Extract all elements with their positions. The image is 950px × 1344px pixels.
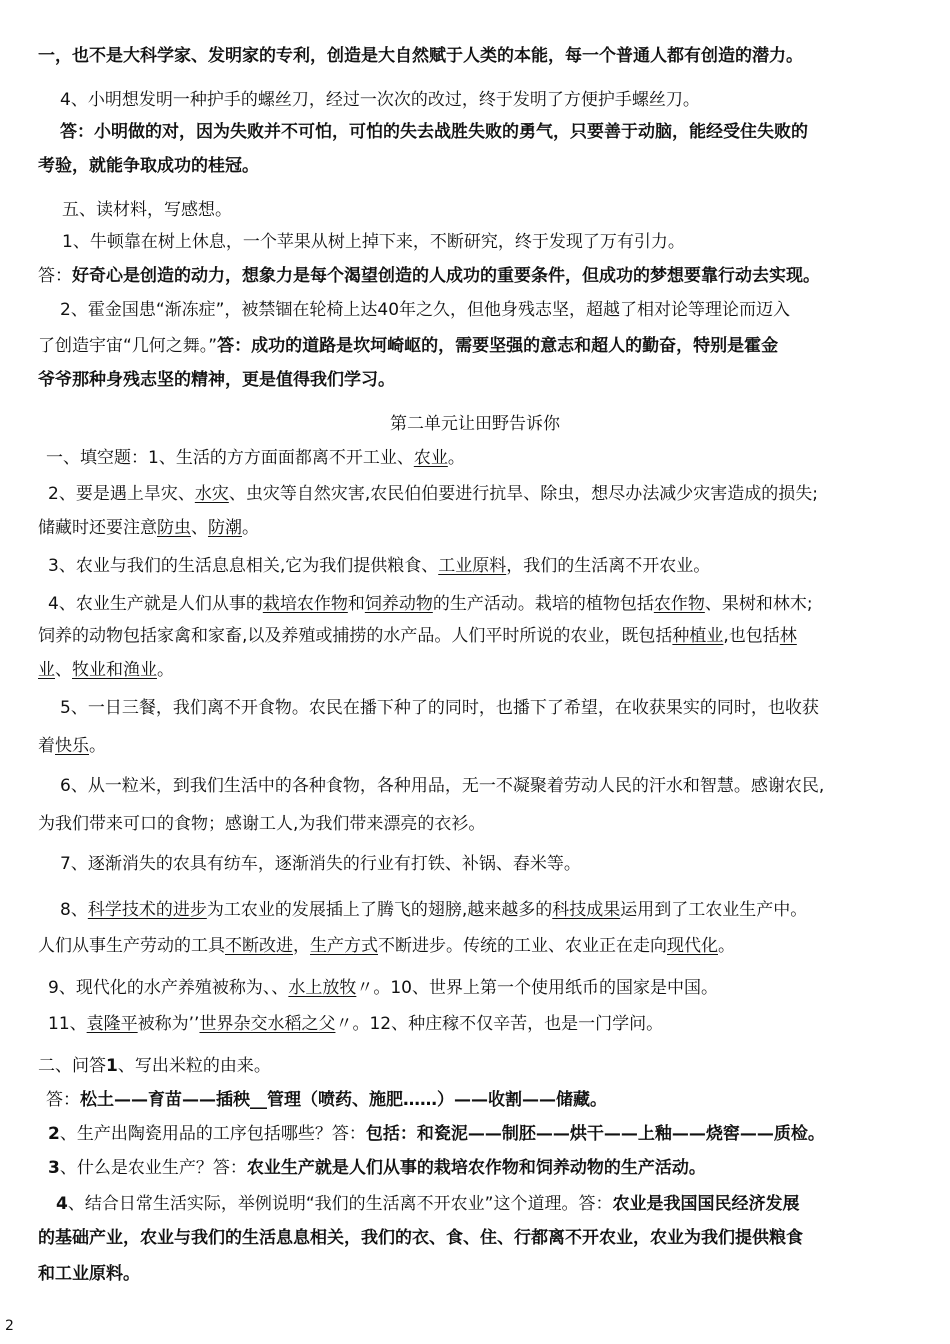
fill-4-line3: [38, 658, 174, 682]
text: ,也包括: [723, 626, 780, 646]
text: 7、逐渐消失的农具有纺车，逐渐消失的行业有打铁、补锅、舂米等。: [60, 854, 581, 874]
question-4: [60, 88, 700, 112]
qa-2: [48, 1122, 825, 1146]
fill-4-line1: [48, 592, 813, 616]
text: 、: [55, 660, 72, 680]
number: 1: [106, 1056, 118, 1076]
number: 3: [48, 1158, 60, 1178]
text: 。: [157, 660, 174, 680]
answer-prefix: 答：: [38, 266, 72, 286]
fill-1: [46, 446, 465, 470]
blank-answer: 快乐: [55, 736, 89, 756]
fill-2-line2: [38, 516, 259, 540]
text: 不断进步。传统的工业、农业正在走向: [378, 936, 667, 956]
fill-5-line2: [38, 734, 106, 758]
text: ，: [293, 936, 310, 956]
answer-4-line2: [38, 154, 259, 178]
text: 为工农业的发展插上了腾飞的翅膀,越来越多的: [206, 900, 553, 920]
text: 储藏时还要注意: [38, 518, 157, 538]
blank-answer: 防虫: [157, 518, 191, 538]
unit-title-text: 第二单元让田野告诉你: [390, 414, 560, 434]
blank-answer: 科学技术的进步: [87, 900, 207, 920]
text: 、: [191, 518, 208, 538]
question-text: 、结合日常生活实际，举例说明“我们的生活离不开农业”这个道理。答：: [67, 1194, 613, 1214]
text: 一、填空题：1、生活的方方面面都离不开工业、: [46, 448, 414, 468]
text: 的生产活动。栽培的植物包括: [432, 594, 654, 614]
text: 饲养的动物包括家禽和家畜,以及养殖或捕捞的水产品。人们平时所说的农业，既包括: [38, 626, 673, 646]
answer-2-line2: [38, 368, 395, 392]
answer-text: 松土——育苗——插秧__管理（喷药、施肥……）——收割——储藏。: [80, 1090, 607, 1110]
fill-3: [48, 554, 710, 578]
number: 2: [48, 1124, 60, 1144]
qa-answer-1: [46, 1088, 607, 1112]
answer-text: 答：成功的道路是坎坷崎岖的，需要坚强的意志和超人的勤奋，特别是霍金: [217, 336, 779, 356]
text-line: [38, 44, 803, 68]
text: 5、一日三餐，我们离不开食物。农民在播下种了的同时，也播下了希望，在收获果实的同时，也收获: [60, 698, 819, 718]
answer-text: 农业是我国国民经济发展: [612, 1194, 800, 1214]
question-2-line2: [38, 334, 778, 358]
heading-text: 五、读材料，写感想。: [62, 200, 232, 220]
blank-answer: 水上放牧: [288, 978, 357, 998]
fill-8-line1: [60, 898, 807, 922]
blank-answer: 生产方式: [310, 936, 378, 956]
qa-3: [48, 1156, 706, 1180]
sentence: 1、牛顿靠在树上休息，一个苹果从树上掉下来，不断研究，终于发现了万有引力。: [62, 232, 685, 252]
blank-answer: 农业: [413, 448, 448, 468]
text: 着: [38, 736, 55, 756]
blank-answer: 现代化: [667, 936, 718, 956]
section-heading: [62, 198, 232, 222]
text: 9、现代化的水产养殖被称为、、: [48, 978, 289, 998]
sentence: 了创造宇宙“几何之舞。”: [38, 336, 218, 356]
text: ，我们的生活离不开农业。: [506, 556, 711, 576]
text: 〃。12、种庄稼不仅辛苦，也是一门学问。: [335, 1014, 664, 1034]
answer-1: [38, 264, 820, 288]
fill-4-line2: [38, 624, 797, 648]
sentence: 一，也不是大科学家、发明家的专利，创造是大自然赋于人类的本能，每一个普通人都有创造的潜力。: [38, 46, 803, 66]
text: 人们从事生产劳动的工具: [38, 936, 225, 956]
answer-text: 爷爷那种身残志坚的精神，更是值得我们学习。: [38, 370, 395, 390]
blank-answer: 林: [779, 626, 797, 646]
text: 运用到了工农业生产中。: [620, 900, 808, 920]
sentence: 2、霍金国患“渐冻症”，被禁锢在轮椅上达40年之久，但他身残志坚，超越了相对论等理论而迈入: [60, 300, 791, 320]
blank-answer: 农作物: [653, 594, 705, 614]
qa-4-line3: [38, 1262, 140, 1286]
answer-text: 好奇心是创造的动力，想象力是每个渴望创造的人成功的重要条件，但成功的梦想要靠行动去实现。: [72, 266, 820, 286]
blank-answer: 水灾: [194, 484, 229, 504]
blank-answer: 世界杂交水稻之父: [199, 1014, 336, 1034]
fill-8-line2: [38, 934, 735, 958]
question-2-line1: [60, 298, 790, 322]
fill-5-line1: [60, 696, 819, 720]
blank-answer: 不断改进: [225, 936, 293, 956]
answer-text: 包括：和瓷泥——制胚——烘干——上釉——烧窖——质检。: [365, 1124, 825, 1144]
text: 6、从一粒米，到我们生活中的各种食物，各种用品，无一不凝聚着劳动人民的汗水和智慧。感谢农民,: [60, 776, 825, 796]
text: 。: [718, 936, 735, 956]
blank-answer: 业: [38, 660, 55, 680]
blank-answer: 饲养动物: [364, 594, 433, 614]
unit-title: [0, 412, 950, 436]
blank-answer: 工业原料: [438, 556, 507, 576]
qa-heading: [38, 1054, 271, 1078]
sentence: 4、小明想发明一种护手的螺丝刀，经过一次次的改过，终于发明了方便护手螺丝刀。: [60, 90, 700, 110]
text: 〃。10、世界上第一个使用纸币的国家是中国。: [356, 978, 718, 998]
fill-7: [60, 852, 581, 876]
text: 和: [347, 594, 365, 614]
blank-answer: 种植业: [672, 626, 724, 646]
fill-9-10: [48, 976, 718, 1000]
page-number: 2: [5, 1318, 14, 1334]
text: 4、农业生产就是人们从事的: [48, 594, 263, 614]
text: 3、农业与我们的生活息息相关,它为我们提供粮食、: [48, 556, 439, 576]
fill-6-line2: [38, 812, 485, 836]
number: 4: [56, 1194, 68, 1214]
fill-11-12: [48, 1012, 663, 1036]
text: 。: [242, 518, 259, 538]
fill-2-line1: [48, 482, 818, 506]
question-1: [62, 230, 685, 254]
sentence: 答：小明做的对，因为失败并不可怕，可怕的失去战胜失败的勇气，只要善于动脑，能经受住失败的: [60, 122, 808, 142]
text: 、写出米粒的由来。: [117, 1056, 271, 1076]
answer-prefix: 答：: [46, 1090, 80, 1110]
question-text: 、生产出陶瓷用品的工序包括哪些？答：: [59, 1124, 366, 1144]
text: 11、: [48, 1014, 87, 1034]
text: 。: [89, 736, 106, 756]
blank-answer: 栽培农作物: [262, 594, 348, 614]
sentence: 考验，就能争取成功的桂冠。: [38, 156, 259, 176]
answer-text: 的基础产业，农业与我们的生活息息相关，我们的衣、食、住、行都离不开农业，农业为我们提供粮食: [38, 1228, 803, 1248]
answer-4-line1: [60, 120, 808, 144]
text: 。: [447, 448, 465, 468]
text: 、果树和林木;: [704, 594, 813, 614]
text: 2、要是遇上旱灾、: [48, 484, 195, 504]
blank-answer: 防潮: [208, 518, 242, 538]
qa-4-line2: [38, 1226, 803, 1250]
blank-answer: 牧业和渔业: [72, 660, 157, 680]
text: 、虫灾等自然灾害,农民伯伯要进行抗旱、除虫，想尽办法减少灾害造成的损失;: [228, 484, 818, 504]
text: 被称为’’: [137, 1014, 200, 1034]
question-text: 、什么是农业生产？答：: [59, 1158, 247, 1178]
blank-answer: 科技成果: [552, 900, 621, 920]
qa-4-line1: [56, 1192, 799, 1216]
answer-text: 和工业原料。: [38, 1264, 140, 1284]
fill-6-line1: [60, 774, 824, 798]
answer-text: 农业生产就是人们从事的栽培农作物和饲养动物的生产活动。: [246, 1158, 706, 1178]
text: 8、: [60, 900, 88, 920]
text: 为我们带来可口的食物；感谢工人,为我们带来漂亮的衣衫。: [38, 814, 486, 834]
text: 二、问答: [38, 1056, 106, 1076]
blank-answer: 袁隆平: [86, 1014, 138, 1034]
